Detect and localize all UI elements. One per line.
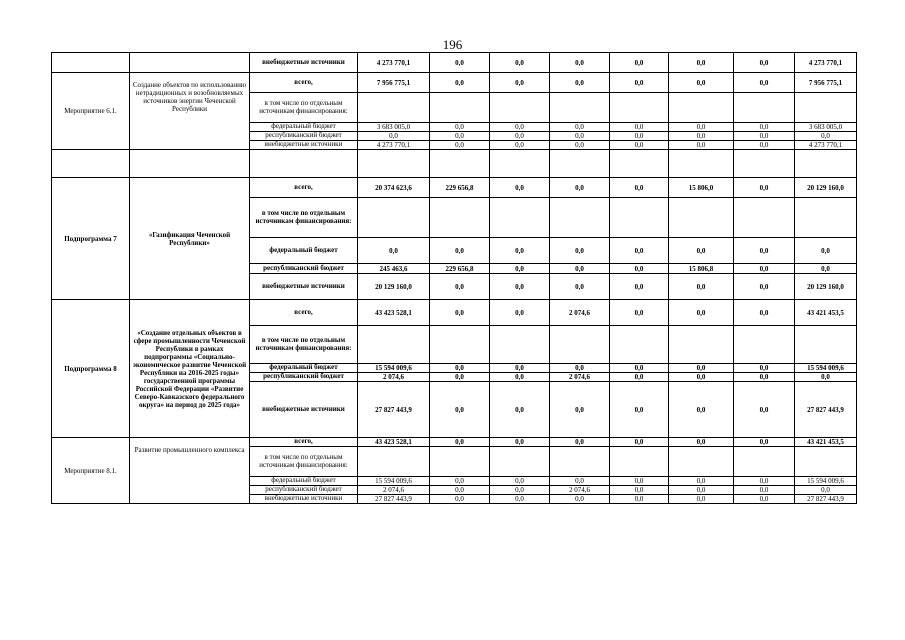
- table-body: [52, 53, 857, 504]
- value-cell: 0,0: [490, 178, 550, 198]
- value-cell: 0,0: [430, 486, 490, 495]
- value-cell: [610, 150, 669, 178]
- value-cell: 0,0: [430, 373, 490, 382]
- funding-source-cell: всего,: [250, 73, 358, 93]
- value-cell: 0,0: [490, 300, 550, 326]
- value-cell: [610, 198, 669, 238]
- program-cell: [52, 150, 130, 178]
- value-cell: [550, 93, 610, 123]
- value-cell: 0,0: [669, 382, 734, 438]
- value-cell: 0,0: [490, 264, 550, 274]
- program-cell: Мероприятие 6.1.: [52, 73, 130, 150]
- value-cell: [430, 198, 490, 238]
- value-cell: 43 421 453,5: [795, 438, 857, 447]
- value-cell: 0,0: [550, 238, 610, 264]
- value-cell: 4 273 770,1: [795, 141, 857, 150]
- name-cell: Создание объектов по использованию нетрадиционных и возобновляемых источников энергии Чеченской Республики: [130, 73, 250, 150]
- funding-source-cell: внебюджетные источники: [250, 53, 358, 73]
- value-cell: [734, 93, 795, 123]
- value-cell: [490, 198, 550, 238]
- value-cell: 20 129 160,0: [358, 274, 430, 300]
- budget-table: [51, 52, 857, 504]
- value-cell: 0,0: [734, 477, 795, 486]
- value-cell: 20 129 160,0: [795, 178, 857, 198]
- program-cell: Подпрограмма 7: [52, 178, 130, 300]
- funding-source-cell: всего,: [250, 300, 358, 326]
- value-cell: 0,0: [669, 373, 734, 382]
- value-cell: 0,0: [550, 264, 610, 274]
- value-cell: 0,0: [669, 438, 734, 447]
- name-cell: [130, 53, 250, 73]
- value-cell: 0,0: [430, 141, 490, 150]
- funding-source-cell: всего,: [250, 438, 358, 447]
- value-cell: [669, 198, 734, 238]
- value-cell: 0,0: [430, 300, 490, 326]
- value-cell: 0,0: [734, 132, 795, 141]
- funding-source-cell: федеральный бюджет: [250, 364, 358, 373]
- value-cell: 0,0: [610, 382, 669, 438]
- value-cell: 0,0: [610, 73, 669, 93]
- value-cell: 0,0: [430, 438, 490, 447]
- value-cell: [610, 447, 669, 477]
- value-cell: 15 594 009,6: [795, 364, 857, 373]
- program-cell: [52, 53, 130, 73]
- value-cell: [490, 93, 550, 123]
- value-cell: 0,0: [669, 300, 734, 326]
- value-cell: 0,0: [734, 178, 795, 198]
- value-cell: 0,0: [669, 141, 734, 150]
- value-cell: 0,0: [734, 274, 795, 300]
- value-cell: [430, 93, 490, 123]
- value-cell: 0,0: [734, 486, 795, 495]
- value-cell: [610, 326, 669, 364]
- funding-source-cell: всего,: [250, 178, 358, 198]
- value-cell: 0,0: [610, 141, 669, 150]
- value-cell: 0,0: [358, 238, 430, 264]
- value-cell: 0,0: [550, 53, 610, 73]
- value-cell: 0,0: [669, 274, 734, 300]
- value-cell: 0,0: [610, 123, 669, 132]
- value-cell: 15 806,0: [669, 178, 734, 198]
- value-cell: [734, 447, 795, 477]
- value-cell: [490, 150, 550, 178]
- value-cell: 0,0: [610, 274, 669, 300]
- value-cell: 0,0: [669, 123, 734, 132]
- value-cell: 15 594 009,6: [358, 477, 430, 486]
- value-cell: 0,0: [610, 238, 669, 264]
- value-cell: [795, 447, 857, 477]
- value-cell: 0,0: [550, 73, 610, 93]
- value-cell: 0,0: [430, 123, 490, 132]
- funding-source-cell: федеральный бюджет: [250, 238, 358, 264]
- value-cell: 0,0: [550, 495, 610, 504]
- program-cell: Подпрограмма 8: [52, 300, 130, 438]
- value-cell: [550, 150, 610, 178]
- value-cell: 0,0: [734, 495, 795, 504]
- value-cell: 27 827 443,9: [358, 495, 430, 504]
- value-cell: 0,0: [550, 178, 610, 198]
- value-cell: 27 827 443,9: [795, 495, 857, 504]
- value-cell: 0,0: [669, 364, 734, 373]
- value-cell: 229 656,8: [430, 264, 490, 274]
- value-cell: 0,0: [734, 438, 795, 447]
- table-row: [52, 438, 857, 447]
- table-row: [52, 53, 857, 73]
- value-cell: 27 827 443,9: [795, 382, 857, 438]
- table-row: [52, 73, 857, 93]
- value-cell: [669, 93, 734, 123]
- value-cell: 0,0: [490, 382, 550, 438]
- page-number: 196: [442, 37, 463, 52]
- value-cell: [669, 150, 734, 178]
- value-cell: 0,0: [610, 132, 669, 141]
- program-cell: Мероприятие 8.1.: [52, 438, 130, 504]
- value-cell: [669, 447, 734, 477]
- value-cell: 0,0: [490, 364, 550, 373]
- funding-source-cell: республиканский бюджет: [250, 373, 358, 382]
- value-cell: [795, 326, 857, 364]
- value-cell: 0,0: [490, 141, 550, 150]
- value-cell: 0,0: [610, 486, 669, 495]
- value-cell: [734, 326, 795, 364]
- value-cell: 0,0: [430, 477, 490, 486]
- value-cell: [358, 93, 430, 123]
- value-cell: 0,0: [430, 238, 490, 264]
- value-cell: [610, 93, 669, 123]
- funding-source-cell: федеральный бюджет: [250, 477, 358, 486]
- value-cell: 0,0: [734, 238, 795, 264]
- funding-source-cell: внебюджетные источники: [250, 495, 358, 504]
- value-cell: 0,0: [490, 274, 550, 300]
- value-cell: [430, 150, 490, 178]
- funding-source-cell: федеральный бюджет: [250, 123, 358, 132]
- name-cell: «Создание отдельных объектов в сфере промышленности Чеченской Республики в рамках подпрограммы «Социально-экономическое развитие Чеченской Республики на 2016-2025 годы» государственной программы Российской Федерации «Развитие Северо-Кавказского федерального округа» на период до 2025 года»: [130, 300, 250, 438]
- funding-source-cell: [250, 150, 358, 178]
- value-cell: [795, 198, 857, 238]
- value-cell: 0,0: [490, 73, 550, 93]
- value-cell: 0,0: [795, 373, 857, 382]
- value-cell: [669, 326, 734, 364]
- value-cell: 15 594 009,6: [358, 364, 430, 373]
- value-cell: [358, 447, 430, 477]
- value-cell: 27 827 443,9: [358, 382, 430, 438]
- value-cell: [358, 198, 430, 238]
- value-cell: 43 423 528,1: [358, 300, 430, 326]
- value-cell: 0,0: [550, 477, 610, 486]
- value-cell: [795, 93, 857, 123]
- value-cell: [430, 326, 490, 364]
- value-cell: 0,0: [430, 495, 490, 504]
- value-cell: 0,0: [490, 486, 550, 495]
- value-cell: 0,0: [490, 53, 550, 73]
- value-cell: 20 374 623,6: [358, 178, 430, 198]
- value-cell: 7 956 775,1: [358, 73, 430, 93]
- value-cell: [358, 150, 430, 178]
- value-cell: [550, 447, 610, 477]
- value-cell: [550, 326, 610, 364]
- value-cell: 0,0: [669, 238, 734, 264]
- value-cell: 0,0: [610, 53, 669, 73]
- value-cell: 0,0: [795, 486, 857, 495]
- table-row: [52, 300, 857, 326]
- value-cell: 0,0: [490, 373, 550, 382]
- value-cell: 0,0: [358, 132, 430, 141]
- value-cell: 0,0: [610, 364, 669, 373]
- value-cell: 0,0: [490, 123, 550, 132]
- value-cell: 0,0: [610, 477, 669, 486]
- value-cell: 0,0: [550, 123, 610, 132]
- funding-source-cell: внебюджетные источники: [250, 274, 358, 300]
- value-cell: 0,0: [430, 382, 490, 438]
- funding-source-cell: внебюджетные источники: [250, 382, 358, 438]
- value-cell: 0,0: [550, 382, 610, 438]
- funding-source-cell: в том числе по отдельным источникам финансирования:: [250, 447, 358, 477]
- funding-source-cell: республиканский бюджет: [250, 132, 358, 141]
- value-cell: 0,0: [795, 264, 857, 274]
- value-cell: 0,0: [734, 73, 795, 93]
- value-cell: 0,0: [795, 132, 857, 141]
- value-cell: 0,0: [610, 438, 669, 447]
- value-cell: 0,0: [430, 274, 490, 300]
- value-cell: 7 956 775,1: [795, 73, 857, 93]
- value-cell: [490, 447, 550, 477]
- value-cell: 0,0: [490, 438, 550, 447]
- name-cell: «Газификация Чеченской Республики»: [130, 178, 250, 300]
- value-cell: 2 074,6: [358, 373, 430, 382]
- value-cell: 0,0: [550, 438, 610, 447]
- value-cell: 0,0: [490, 238, 550, 264]
- value-cell: 0,0: [610, 264, 669, 274]
- value-cell: 2 074,6: [358, 486, 430, 495]
- value-cell: 0,0: [669, 53, 734, 73]
- value-cell: 43 421 453,5: [795, 300, 857, 326]
- value-cell: 4 273 770,1: [358, 141, 430, 150]
- value-cell: 0,0: [490, 132, 550, 141]
- value-cell: 3 683 005,0: [358, 123, 430, 132]
- value-cell: 0,0: [430, 53, 490, 73]
- value-cell: 2 074,6: [550, 300, 610, 326]
- value-cell: 0,0: [550, 364, 610, 373]
- value-cell: 3 683 005,0: [795, 123, 857, 132]
- value-cell: [358, 326, 430, 364]
- value-cell: 0,0: [734, 53, 795, 73]
- funding-source-cell: в том числе по отдельным источникам финансирования:: [250, 93, 358, 123]
- name-cell: Развитие промышленного комплекса: [130, 438, 250, 504]
- value-cell: 0,0: [669, 73, 734, 93]
- value-cell: 0,0: [610, 300, 669, 326]
- value-cell: 4 273 770,1: [795, 53, 857, 73]
- value-cell: 0,0: [734, 264, 795, 274]
- value-cell: 0,0: [610, 178, 669, 198]
- funding-source-cell: в том числе по отдельным источникам финансирования:: [250, 326, 358, 364]
- value-cell: 2 074,6: [550, 486, 610, 495]
- value-cell: [734, 150, 795, 178]
- value-cell: 0,0: [430, 364, 490, 373]
- funding-source-cell: в том числе по отдельным источникам финансирования:: [250, 198, 358, 238]
- value-cell: 229 656,8: [430, 178, 490, 198]
- value-cell: 0,0: [610, 495, 669, 504]
- value-cell: 0,0: [669, 132, 734, 141]
- value-cell: 0,0: [669, 477, 734, 486]
- value-cell: 0,0: [669, 495, 734, 504]
- value-cell: 0,0: [734, 373, 795, 382]
- value-cell: [734, 198, 795, 238]
- value-cell: 0,0: [734, 300, 795, 326]
- value-cell: 0,0: [734, 123, 795, 132]
- value-cell: 0,0: [490, 495, 550, 504]
- value-cell: [795, 150, 857, 178]
- value-cell: 4 273 770,1: [358, 53, 430, 73]
- table-row: [52, 150, 857, 178]
- value-cell: 0,0: [550, 132, 610, 141]
- funding-source-cell: республиканский бюджет: [250, 264, 358, 274]
- value-cell: 0,0: [734, 364, 795, 373]
- value-cell: 0,0: [550, 141, 610, 150]
- value-cell: 0,0: [669, 486, 734, 495]
- value-cell: 0,0: [795, 238, 857, 264]
- value-cell: 0,0: [430, 132, 490, 141]
- value-cell: [550, 198, 610, 238]
- table-row: [52, 178, 857, 198]
- name-cell: [130, 150, 250, 178]
- value-cell: 15 806,8: [669, 264, 734, 274]
- value-cell: 0,0: [734, 382, 795, 438]
- value-cell: 0,0: [550, 274, 610, 300]
- value-cell: 0,0: [490, 477, 550, 486]
- value-cell: [430, 447, 490, 477]
- value-cell: 0,0: [734, 141, 795, 150]
- funding-source-cell: республиканский бюджет: [250, 486, 358, 495]
- value-cell: 0,0: [430, 73, 490, 93]
- value-cell: 0,0: [610, 373, 669, 382]
- value-cell: 20 129 160,0: [795, 274, 857, 300]
- value-cell: [490, 326, 550, 364]
- value-cell: 2 074,6: [550, 373, 610, 382]
- funding-source-cell: внебюджетные источники: [250, 141, 358, 150]
- value-cell: 43 423 528,1: [358, 438, 430, 447]
- value-cell: 245 463,6: [358, 264, 430, 274]
- value-cell: 15 594 009,6: [795, 477, 857, 486]
